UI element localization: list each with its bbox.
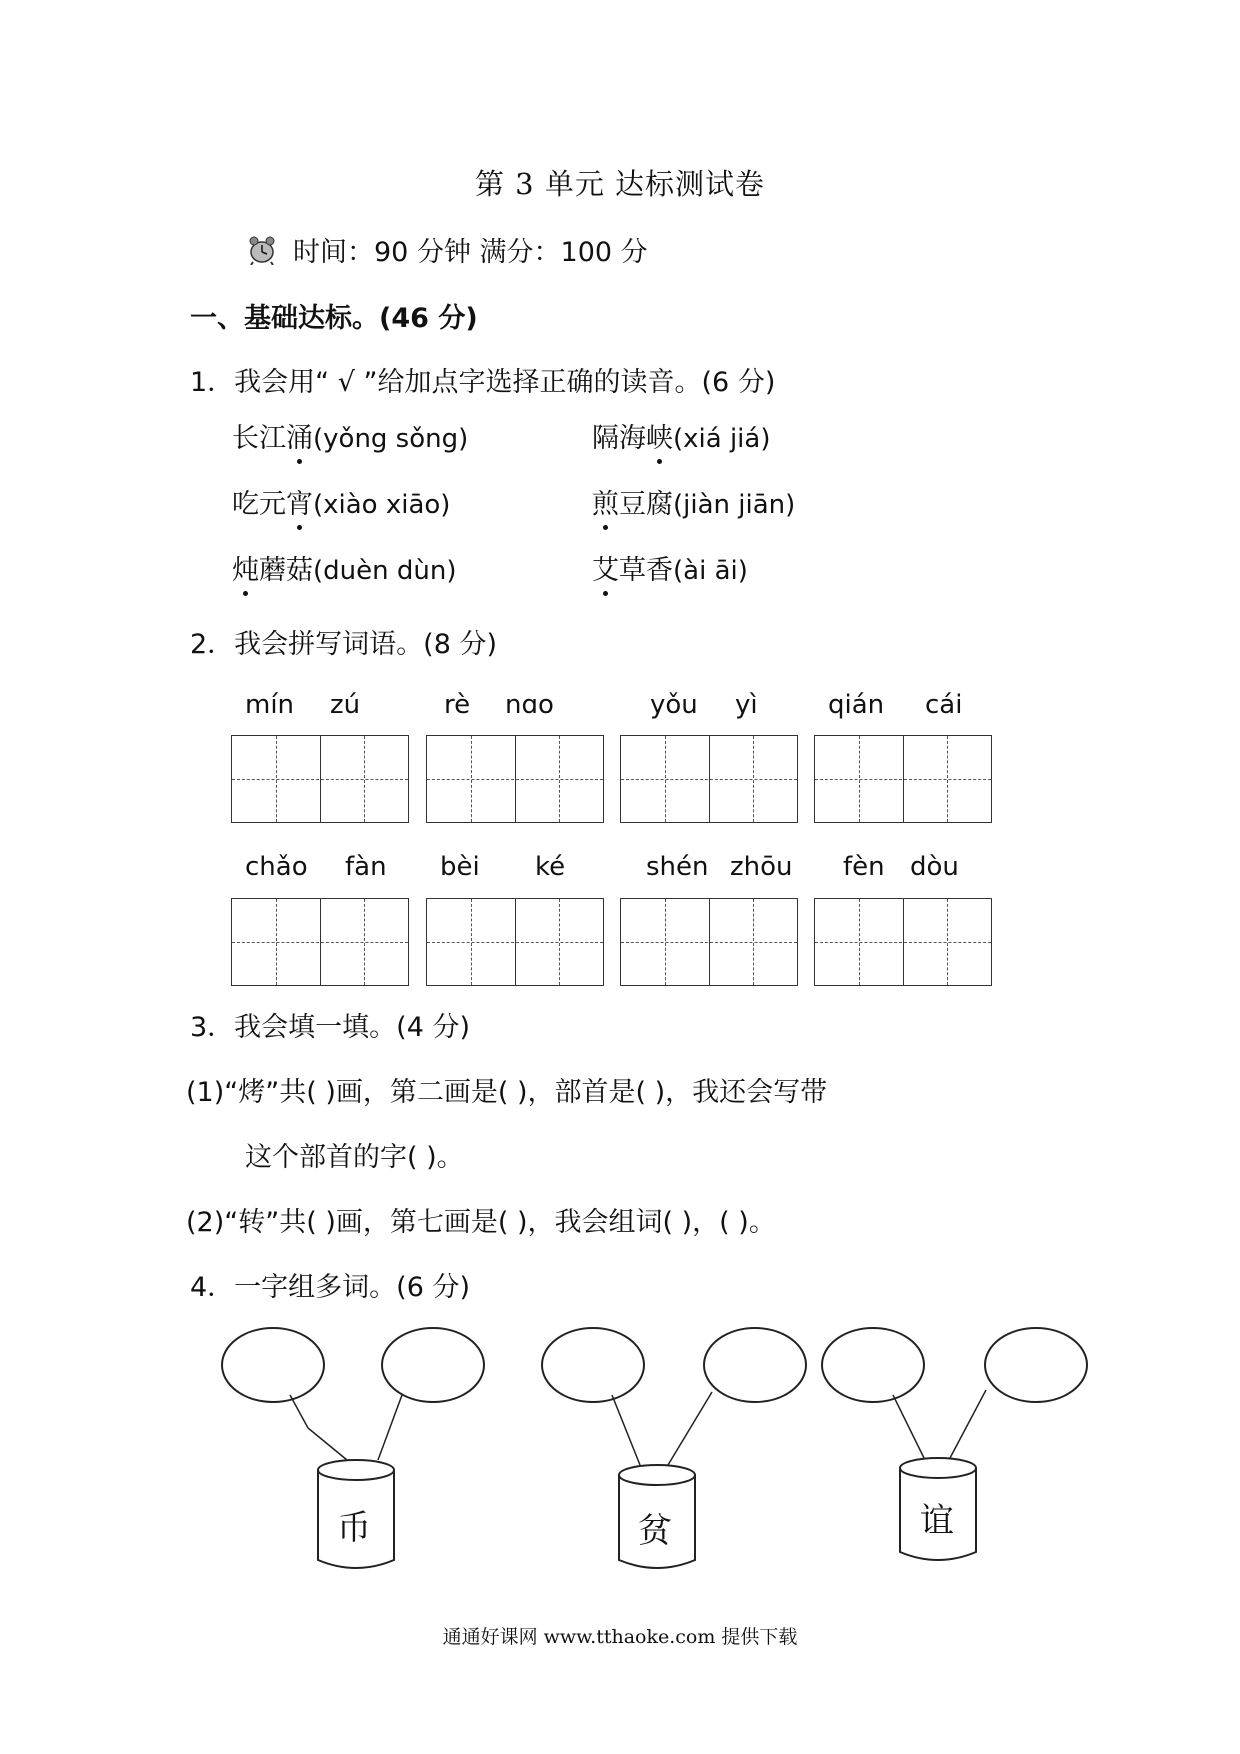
answer-bubble (382, 1328, 484, 1402)
question-2-prompt: 2．我会拼写词语。(8 分) (190, 629, 498, 660)
root-character-3: 谊 (920, 1501, 954, 1541)
answer-bubble (985, 1328, 1087, 1402)
q1-item-2: 隔海峡(xiá jiá) (592, 416, 770, 455)
answer-bubble (822, 1328, 924, 1402)
writing-grid[interactable] (426, 735, 604, 823)
question-4-prompt: 4．一字组多词。(6 分) (190, 1272, 471, 1303)
q2-pinyin: nɑo (505, 690, 554, 720)
q3-line-2: 这个部首的字( )。 (245, 1142, 464, 1173)
q2-pinyin: rè (444, 690, 471, 720)
writing-grid[interactable] (814, 735, 992, 823)
root-character-1: 币 (337, 1508, 371, 1548)
q3-line-1: (1)“烤”共( )画，第二画是( )，部首是( )，我还会写带 (186, 1077, 828, 1108)
q2-pinyin: mín (245, 690, 295, 720)
root-character-2: 贫 (638, 1511, 672, 1551)
writing-grid[interactable] (620, 898, 798, 986)
q2-pinyin: chǎo (245, 852, 308, 882)
q1-item-3: 吃元宵(xiào xiāo) (232, 482, 450, 521)
writing-grid[interactable] (231, 735, 409, 823)
alarm-clock-icon (245, 235, 279, 265)
q2-pinyin: ké (535, 852, 566, 882)
q2-pinyin: qián (828, 690, 885, 720)
q2-pinyin: yǒu (650, 690, 698, 720)
q1-item-1: 长江涌(yǒng sǒng) (232, 416, 468, 455)
q2-pinyin: dòu (910, 852, 959, 882)
writing-grid[interactable] (620, 735, 798, 823)
question-1-prompt: 1．我会用“ √ ”给加点字选择正确的读音。(6 分) (190, 367, 776, 398)
page-title: 第 3 单元 达标测试卷 (474, 167, 766, 201)
writing-grid[interactable] (426, 898, 604, 986)
section-heading-basics: 一、基础达标。(46 分) (190, 303, 478, 334)
q1-item-6: 艾草香(ài āi) (592, 548, 748, 587)
q2-pinyin: fèn (843, 852, 885, 882)
q2-pinyin: fàn (345, 852, 387, 882)
q2-pinyin: cái (925, 690, 963, 720)
q2-pinyin: bèi (440, 852, 480, 882)
q2-pinyin: zú (330, 690, 361, 720)
answer-bubble (704, 1328, 806, 1402)
time-score-text: 时间：90 分钟 满分：100 分 (293, 237, 648, 268)
q3-line-3: (2)“转”共( )画，第七画是( )，我会组词( )，( )。 (186, 1207, 776, 1238)
answer-bubble (222, 1328, 324, 1402)
q1-item-5: 炖蘑菇(duèn dùn) (232, 548, 456, 587)
q2-pinyin: shén (646, 852, 709, 882)
footer-source: 通通好课网 www.tthaoke.com 提供下载 (442, 1626, 798, 1648)
q2-pinyin: yì (735, 690, 758, 720)
time-score-line (245, 230, 648, 269)
word-tree-diagram (0, 1320, 1240, 1570)
writing-grid[interactable] (814, 898, 992, 986)
q1-item-4: 煎豆腐(jiàn jiān) (592, 482, 795, 521)
question-3-prompt: 3．我会填一填。(4 分) (190, 1012, 471, 1043)
q2-pinyin: zhōu (730, 852, 793, 882)
answer-bubble (542, 1328, 644, 1402)
writing-grid[interactable] (231, 898, 409, 986)
